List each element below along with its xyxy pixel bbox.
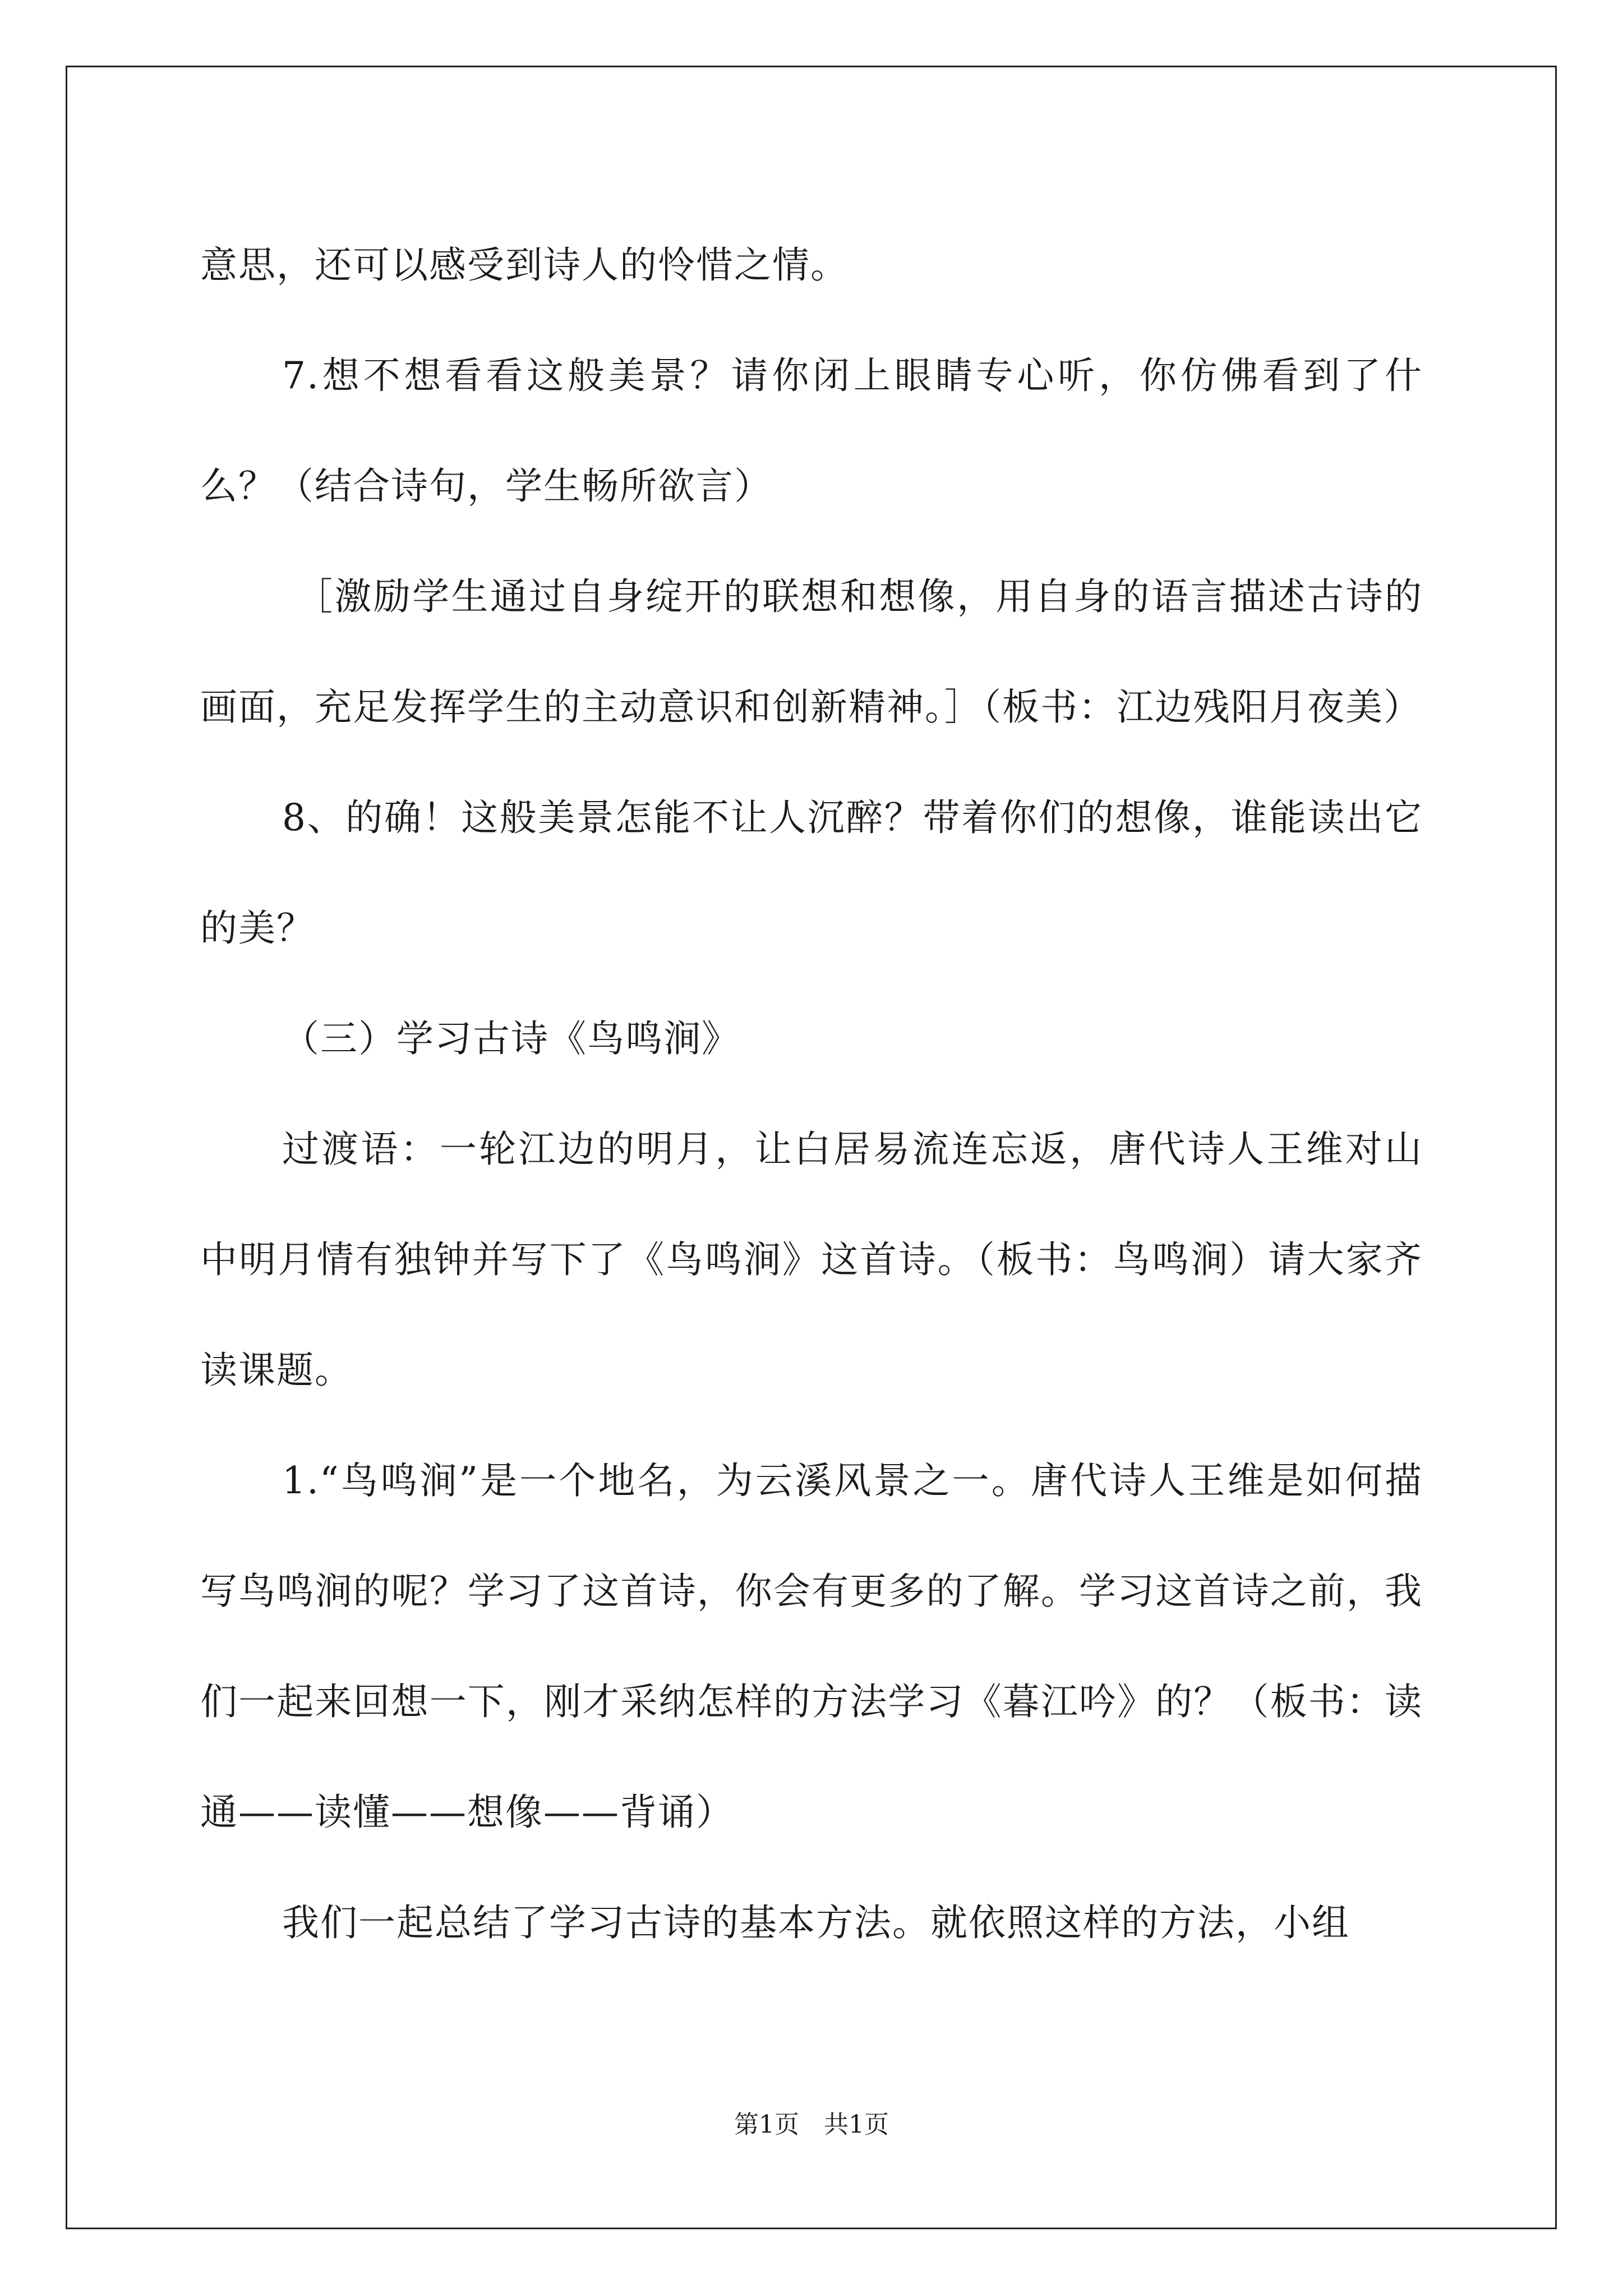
paragraph-4: 8、的确！这般美景怎能不让人沉醉？带着你们的想像，谁能读出它的美？	[200, 796, 1423, 950]
paragraph-2: 7.想不想看看这般美景？请你闭上眼睛专心听，你仿佛看到了什么？（结合诗句，学生畅所欲言）	[200, 354, 1423, 508]
page-number: 第1页	[734, 2110, 799, 2139]
paragraph-1: 意思，还可以感受到诗人的怜惜之情。	[200, 243, 849, 287]
section-heading: （三）学习古诗《鸟鸣涧》	[282, 1017, 740, 1060]
paragraph-3: ［激励学生通过自身绽开的联想和想像，用自身的语言描述古诗的画面，充足发挥学生的主动意识和创新精神。］（板书：江边残阳月夜美）	[200, 575, 1423, 729]
paragraph-5: 过渡语：一轮江边的明月，让白居易流连忘返，唐代诗人王维对山中明月情有独钟并写下了《鸟鸣涧》这首诗。（板书：鸟鸣涧）请大家齐读课题。	[200, 1128, 1423, 1392]
page-total: 共1页	[824, 2110, 889, 2139]
paragraph-6: 1.“鸟鸣涧”是一个地名，为云溪风景之一。唐代诗人王维是如何描写鸟鸣涧的呢？学习了这首诗，你会有更多的了解。学习这首诗之前，我们一起来回想一下，刚才采纳怎样的方法学习《暮江吟》的？（板书：读通——读懂——想像——背诵）	[200, 1459, 1423, 1834]
paragraph-7: 我们一起总结了学习古诗的基本方法。就依照这样的方法，小组	[282, 1901, 1350, 1944]
page-footer	[0, 2108, 1623, 2142]
document-body	[200, 210, 1423, 1978]
